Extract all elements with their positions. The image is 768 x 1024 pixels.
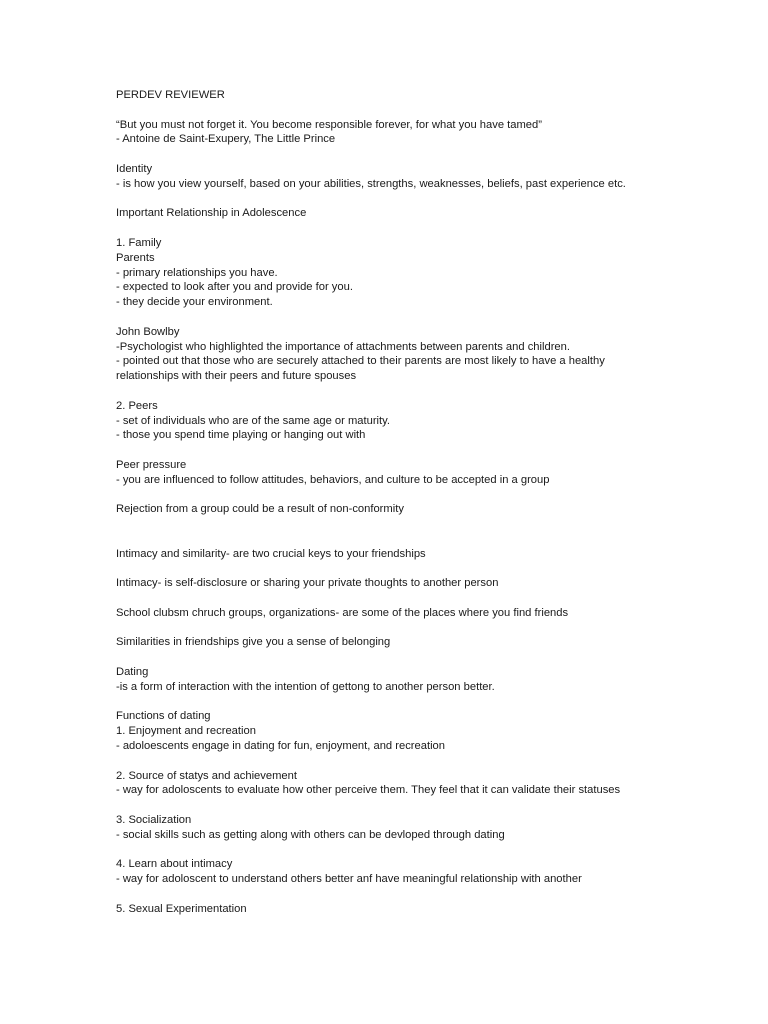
document-title: PERDEV REVIEWER bbox=[116, 89, 225, 101]
function-title: 2. Source of statys and achievement bbox=[116, 769, 297, 782]
quote-text: “But you must not forget it. You become responsible forever, for what you have tamed” bbox=[116, 118, 542, 131]
spacer bbox=[116, 443, 656, 458]
function-title: 4. Learn about intimacy bbox=[116, 858, 233, 871]
function-title: 3. Socialization bbox=[116, 814, 192, 827]
spacer bbox=[116, 532, 656, 547]
family-heading: 1. Family bbox=[116, 236, 162, 249]
function-desc: - way for adoloscents to evaluate how other perceive them. They feel that it can validate their statuses bbox=[116, 784, 621, 797]
spacer bbox=[116, 103, 656, 118]
spacer bbox=[116, 591, 656, 606]
function-title: 1. Enjoyment and recreation bbox=[116, 725, 256, 738]
function-desc: - way for adoloscent to understand others better anf have meaningful relationship with another bbox=[116, 873, 582, 886]
peers-heading: 2. Peers bbox=[116, 399, 158, 412]
spacer bbox=[116, 843, 656, 858]
family-item: - expected to look after you and provide for you. bbox=[116, 281, 353, 294]
function-desc: - social skills such as getting along with others can be devloped through dating bbox=[116, 828, 505, 841]
rejection-text: Rejection from a group could be a result of non-conformity bbox=[116, 503, 404, 516]
spacer bbox=[116, 192, 656, 207]
spacer bbox=[116, 310, 656, 325]
functions-heading: Functions of dating bbox=[116, 710, 211, 723]
spacer bbox=[116, 798, 656, 813]
spacer bbox=[116, 221, 656, 236]
peers-item: - set of individuals who are of the same age or maturity. bbox=[116, 414, 391, 427]
function-title: 5. Sexual Experimentation bbox=[116, 902, 247, 915]
quote-author: - Antoine de Saint-Exupery, The Little Prince bbox=[116, 133, 336, 146]
places-text: School clubsm chruch groups, organizations- are some of the places where you find friends bbox=[116, 606, 569, 619]
identity-heading: Identity bbox=[116, 162, 153, 175]
spacer bbox=[116, 562, 656, 577]
spacer bbox=[116, 488, 656, 503]
family-item: - primary relationships you have. bbox=[116, 266, 278, 279]
peers-item: - those you spend time playing or hanging out with bbox=[116, 429, 366, 442]
bowlby-heading: John Bowlby bbox=[116, 325, 180, 338]
spacer bbox=[116, 384, 656, 399]
spacer bbox=[116, 887, 656, 902]
spacer bbox=[116, 695, 656, 710]
bowlby-item: - pointed out that those who are securely attached to their parents are most likely to have a healthy relationships with their peers and future spouses bbox=[116, 355, 608, 383]
spacer bbox=[116, 650, 656, 665]
relationships-heading: Important Relationship in Adolescence bbox=[116, 207, 307, 220]
bowlby-item: -Psychologist who highlighted the importance of attachments between parents and children. bbox=[116, 340, 570, 353]
spacer bbox=[116, 147, 656, 162]
dating-heading: Dating bbox=[116, 666, 149, 679]
family-subheading: Parents bbox=[116, 251, 155, 264]
spacer bbox=[116, 621, 656, 636]
family-item: - they decide your environment. bbox=[116, 296, 273, 309]
spacer bbox=[116, 754, 656, 769]
intimacy-similarity-text: Intimacy and similarity- are two crucial keys to your friendships bbox=[116, 547, 426, 560]
intimacy-text: Intimacy- is self-disclosure or sharing your private thoughts to another person bbox=[116, 577, 499, 590]
function-desc: - adoloescents engage in dating for fun, enjoyment, and recreation bbox=[116, 740, 446, 753]
identity-definition: - is how you view yourself, based on your abilities, strengths, weaknesses, beliefs, past experience etc. bbox=[116, 177, 626, 190]
document-content bbox=[116, 88, 656, 917]
peer-pressure-definition: - you are influenced to follow attitudes, behaviors, and culture to be accepted in a group bbox=[116, 473, 550, 486]
spacer bbox=[116, 517, 656, 532]
dating-definition: -is a form of interaction with the intention of gettong to another person better. bbox=[116, 680, 495, 693]
peer-pressure-heading: Peer pressure bbox=[116, 458, 187, 471]
similarities-text: Similarities in friendships give you a sense of belonging bbox=[116, 636, 391, 649]
